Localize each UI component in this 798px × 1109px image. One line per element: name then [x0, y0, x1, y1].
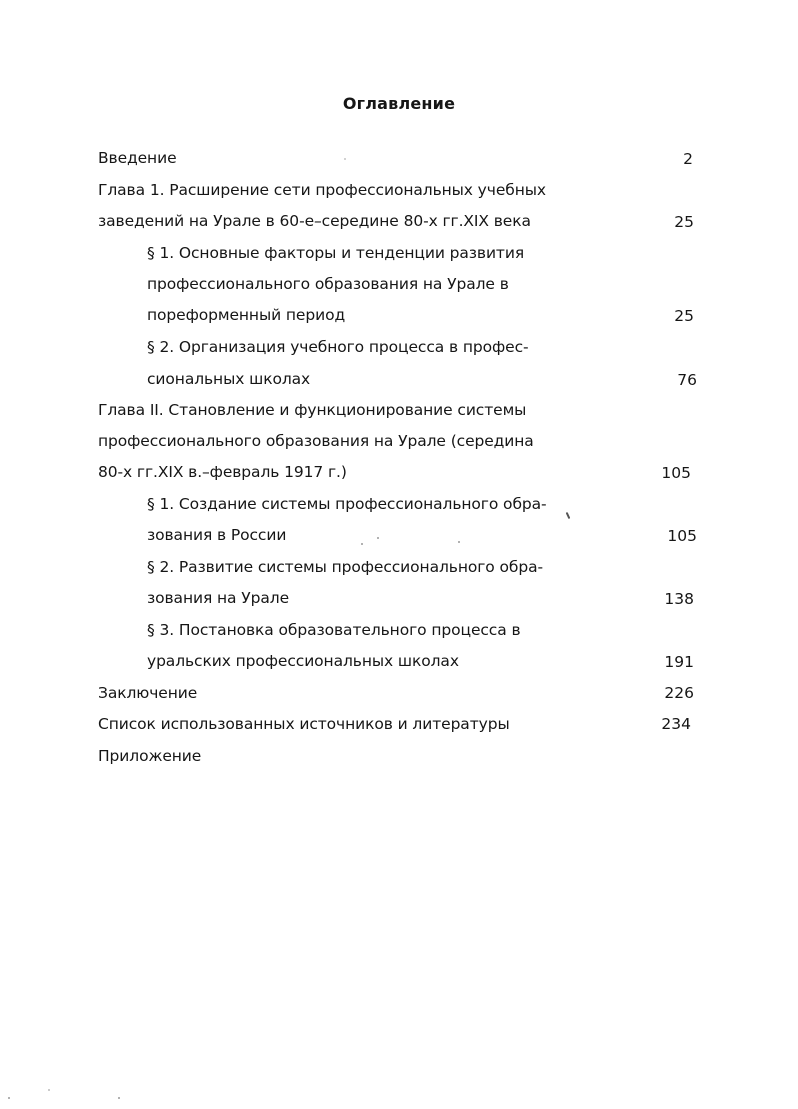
toc-entry-ch2-section-1-line-1: § 1. Создание системы профессионального обра- — [147, 495, 547, 513]
toc-page-ch2-section-2: 138 — [664, 590, 694, 608]
toc-entry-ch2-section-2-line-1: § 2. Развитие системы профессионального обра- — [147, 558, 543, 576]
toc-entry-chapter-2-line-3: 80-х гг.XIX в.–февраль 1917 г.) — [98, 463, 347, 481]
toc-entry-ch2-section-2-line-2: зования на Урале — [147, 589, 290, 607]
toc-entry-chapter-2-line-2: профессионального образования на Урале (середина — [98, 432, 534, 450]
toc-entry-ch1-section-2-line-1: § 2. Организация учебного процесса в профес- — [147, 338, 529, 356]
toc-page-conclusion: 226 — [664, 684, 694, 702]
toc-entry-chapter-2-line-1: Глава II. Становление и функционирование системы — [98, 401, 527, 419]
toc-entry-conclusion: Заключение — [98, 684, 198, 702]
toc-entry-ch2-section-1-line-2: зования в России — [147, 526, 287, 544]
toc-page-sources: 234 — [661, 715, 691, 733]
scan-speck — [566, 512, 571, 519]
toc-entry-ch1-section-1-line-2: профессионального образования на Урале в — [147, 275, 509, 293]
toc-entry-appendix: Приложение — [98, 747, 202, 765]
toc-entry-ch1-section-2-line-2: сиональных школах — [147, 370, 311, 388]
toc-page-intro: 2 — [683, 150, 693, 168]
toc-page-ch1-section-1: 25 — [674, 307, 694, 325]
toc-page-ch2-section-1: 105 — [667, 527, 697, 545]
toc-page-ch1-section-2: 76 — [677, 371, 697, 389]
toc-entry-chapter-1-line-2: заведений на Урале в 60-е–середине 80-х гг.XIX века — [98, 212, 531, 230]
toc-page-chapter-2: 105 — [661, 464, 691, 482]
scan-speck — [377, 537, 379, 539]
scan-speck — [8, 1097, 10, 1099]
toc-page-ch2-section-3: 191 — [664, 653, 694, 671]
toc-entry-ch1-section-1-line-3: пореформенный период — [147, 306, 346, 324]
toc-entry-ch2-section-3-line-2: уральских профессиональных школах — [147, 652, 459, 670]
toc-entry-chapter-1-line-1: Глава 1. Расширение сети профессиональных учебных — [98, 181, 546, 199]
scan-speck — [458, 541, 460, 543]
toc-entry-sources: Список использованных источников и литературы — [98, 715, 510, 733]
toc-entry-ch2-section-3-line-1: § 3. Постановка образовательного процесса в — [147, 621, 521, 639]
toc-page-chapter-1: 25 — [674, 213, 694, 231]
scan-speck — [118, 1097, 120, 1099]
scan-speck — [344, 158, 346, 160]
page-title: Оглавление — [342, 94, 456, 113]
toc-entry-ch1-section-1-line-1: § 1. Основные факторы и тенденции развития — [147, 244, 525, 262]
scan-speck — [361, 543, 363, 545]
scan-speck — [48, 1089, 50, 1091]
toc-entry-intro: Введение — [98, 149, 177, 167]
